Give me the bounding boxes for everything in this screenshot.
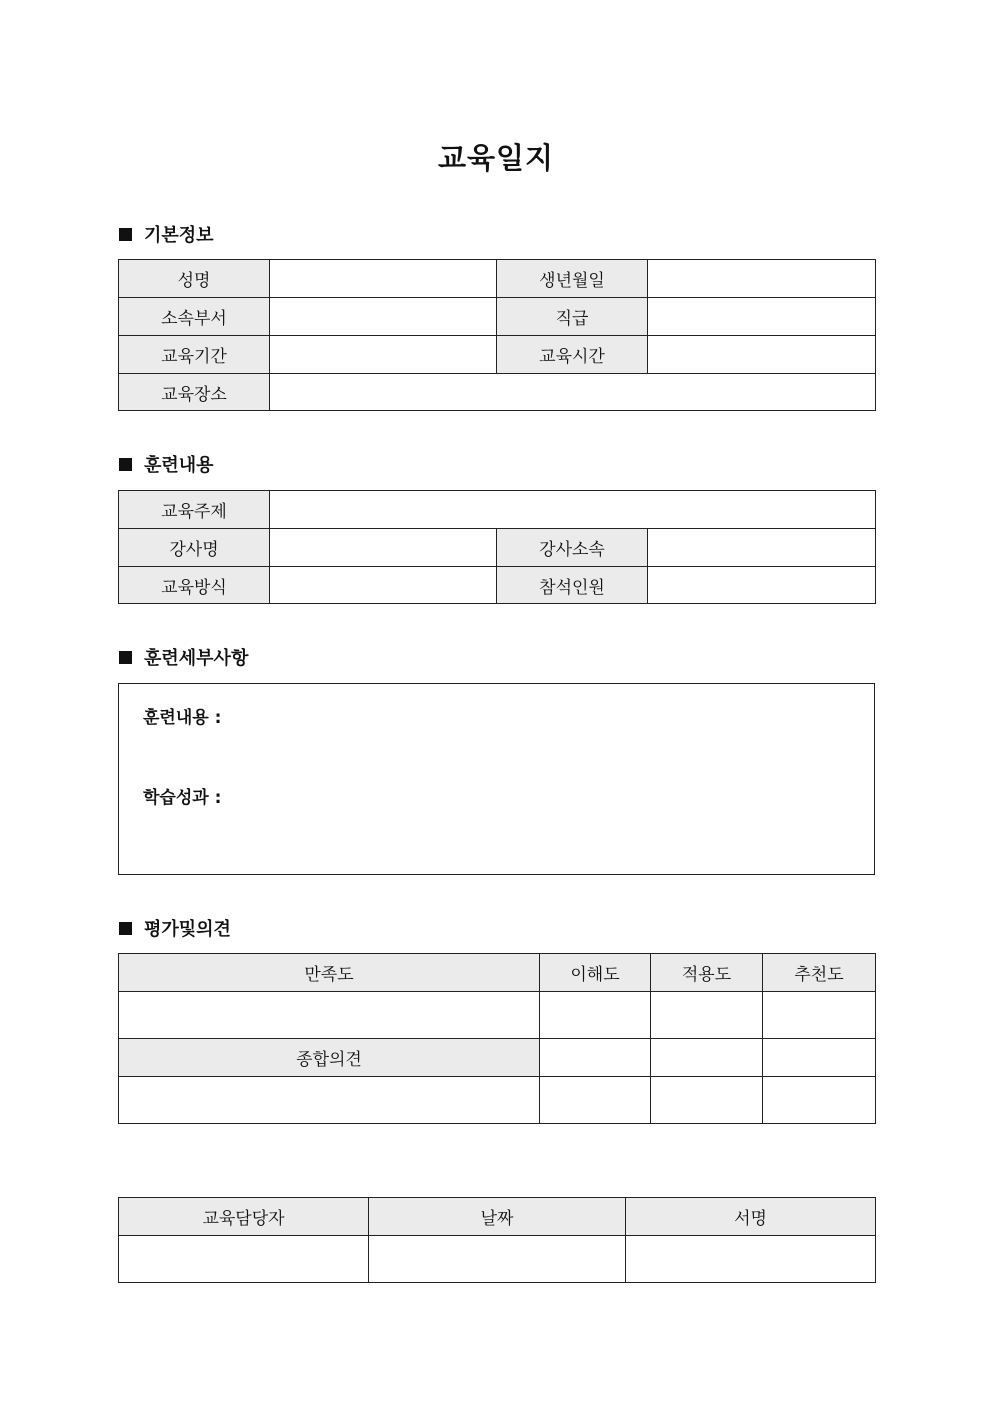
section-heading-training (119, 452, 214, 476)
satisfaction-label: 만족도 (119, 954, 540, 992)
applicability-label: 적용도 (651, 954, 763, 992)
section-heading-details (119, 645, 248, 669)
understanding-field[interactable] (540, 992, 651, 1039)
section-heading-label: 평가및의견 (144, 919, 231, 940)
learning-result-label: 학습성과 : (143, 788, 222, 808)
date-label: 날짜 (369, 1198, 626, 1236)
attendees-field[interactable] (648, 567, 876, 604)
training-hours-label: 교육시간 (497, 336, 648, 374)
square-bullet-icon (119, 651, 132, 664)
section-heading-label: 기본정보 (144, 225, 214, 246)
satisfaction-field[interactable] (119, 992, 540, 1039)
applicability-field[interactable] (651, 992, 763, 1039)
overall-opinion-label: 종합의견 (119, 1039, 540, 1077)
rank-field[interactable] (648, 298, 876, 336)
section-heading-evaluation (119, 916, 231, 940)
birth-date-field[interactable] (648, 260, 876, 298)
name-field[interactable] (270, 260, 497, 298)
page-title: 교육일지 (437, 141, 555, 175)
basic-info-table (118, 259, 876, 411)
eval-cell[interactable] (763, 1077, 876, 1124)
signature-field[interactable] (626, 1236, 876, 1283)
square-bullet-icon (119, 228, 132, 241)
topic-field[interactable] (270, 491, 876, 529)
training-table (118, 490, 876, 604)
recommendation-label: 추천도 (763, 954, 876, 992)
eval-cell[interactable] (540, 1039, 651, 1077)
eval-cell[interactable] (651, 1039, 763, 1077)
signature-label: 서명 (626, 1198, 876, 1236)
instructor-org-field[interactable] (648, 529, 876, 567)
training-place-label: 교육장소 (119, 374, 270, 411)
signoff-table (118, 1197, 876, 1283)
square-bullet-icon (119, 458, 132, 471)
manager-field[interactable] (119, 1236, 369, 1283)
instructor-field[interactable] (270, 529, 497, 567)
instructor-org-label: 강사소속 (497, 529, 648, 567)
training-period-field[interactable] (270, 336, 497, 374)
training-content-label: 훈련내용 : (143, 708, 222, 728)
birth-date-label: 생년월일 (497, 260, 648, 298)
training-place-field[interactable] (270, 374, 876, 411)
method-field[interactable] (270, 567, 497, 604)
section-heading-basic-info (119, 222, 214, 246)
section-heading-label: 훈련내용 (144, 455, 214, 476)
instructor-label: 강사명 (119, 529, 270, 567)
rank-label: 직급 (497, 298, 648, 336)
square-bullet-icon (119, 922, 132, 935)
manager-label: 교육담당자 (119, 1198, 369, 1236)
evaluation-table (118, 953, 876, 1124)
eval-cell[interactable] (763, 1039, 876, 1077)
overall-opinion-field[interactable] (119, 1077, 540, 1124)
details-box[interactable] (118, 683, 875, 875)
date-field[interactable] (369, 1236, 626, 1283)
department-label: 소속부서 (119, 298, 270, 336)
method-label: 교육방식 (119, 567, 270, 604)
name-label: 성명 (119, 260, 270, 298)
attendees-label: 참석인원 (497, 567, 648, 604)
eval-cell[interactable] (540, 1077, 651, 1124)
recommendation-field[interactable] (763, 992, 876, 1039)
training-hours-field[interactable] (648, 336, 876, 374)
understanding-label: 이해도 (540, 954, 651, 992)
topic-label: 교육주제 (119, 491, 270, 529)
department-field[interactable] (270, 298, 497, 336)
eval-cell[interactable] (651, 1077, 763, 1124)
training-period-label: 교육기간 (119, 336, 270, 374)
section-heading-label: 훈련세부사항 (144, 648, 249, 669)
